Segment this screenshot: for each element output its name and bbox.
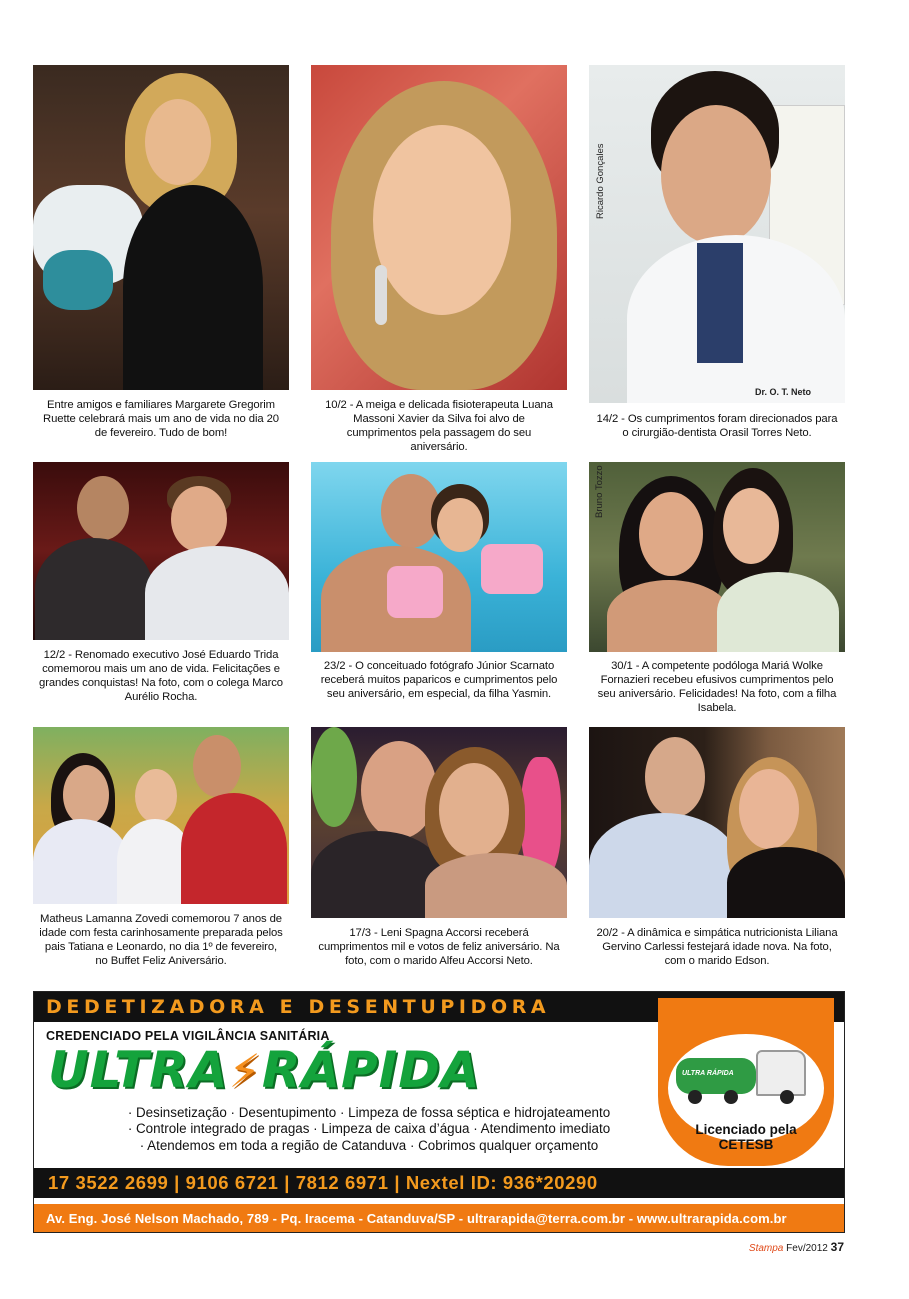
ad-headline: DEDETIZADORA E DESENTUPIDORA — [46, 996, 551, 1018]
ad-address: Av. Eng. José Nelson Machado, 789 - Pq. Iracema - Catanduva/SP - ultrarapida@terra.com.br - www.ultrarapida.com.br — [34, 1204, 845, 1233]
floatie-left — [387, 566, 443, 618]
ad-accreditation: CREDENCIADO PELA VIGILÂNCIA SANITÁRIA — [46, 1029, 330, 1043]
photo-caption: 12/2 - Renomado executivo José Eduardo Trida comemorou mais um ano de vida. Felicitações e grandes conquistas! Na foto, com o colega Marco Aurélio Rocha. — [39, 649, 283, 703]
photo-caption: 30/1 - A competente podóloga Mariá Wolke Fornazieri recebeu efusivos cumprimentos pelo seu aniversário. Felicidades! Na foto, com a filha Isabela. — [597, 660, 837, 714]
badge-line2: CETESB — [718, 1137, 774, 1152]
issue-date: Fev/2012 — [786, 1243, 828, 1254]
truck-cab — [756, 1050, 806, 1096]
brand-right: RÁPIDA — [261, 1041, 481, 1099]
page-folio — [749, 1240, 844, 1254]
photo-card — [311, 462, 567, 701]
photo-caption: 20/2 - A dinâmica e simpática nutricionista Liliana Gervino Carlessi festejará idade nova. Na foto, com o marido Edson. — [596, 927, 838, 967]
magazine-name: Stampa — [748, 1243, 784, 1254]
badge-line1: Licenciado pela — [695, 1122, 797, 1137]
photo-matheus — [33, 727, 289, 904]
badge-text — [658, 1122, 834, 1152]
service-line: · Desinsetização · Desentupimento · Limpeza de fossa séptica e hidrojateamento — [127, 1105, 611, 1120]
photo-luana — [311, 65, 567, 390]
ad-services — [64, 1105, 674, 1154]
photo-card — [33, 727, 289, 968]
photo-card — [311, 727, 567, 968]
truck-tank — [676, 1058, 756, 1094]
photo-orasil — [589, 65, 845, 403]
photo-caption: 14/2 - Os cumprimentos foram direcionados para o cirurgião-dentista Orasil Torres Neto. — [596, 413, 838, 439]
photo-caption: Matheus Lamanna Zovedi comemorou 7 anos de idade com festa carinhosamente preparada pelos pais Tatiana e Leonardo, no dia 1º de fevereiro, no Buffet Feliz Aniversário. — [39, 913, 283, 967]
cetesb-badge — [658, 998, 834, 1166]
photo-card — [33, 65, 289, 440]
photo-leni — [311, 727, 567, 918]
photo-card — [311, 65, 567, 454]
photo-margarete — [33, 65, 289, 390]
photo-credit: Ricardo Gonçales — [595, 143, 606, 219]
photo-card — [589, 727, 845, 968]
truck-label: ULTRA RÁPIDA — [682, 1070, 734, 1077]
earring — [375, 265, 387, 325]
photo-card — [589, 65, 845, 440]
brand-left: ULTRA — [48, 1041, 229, 1099]
wheel-icon — [780, 1090, 794, 1104]
photo-credit: Bruno Tozzo — [594, 465, 605, 518]
lightning-bolt-icon: ⚡ — [228, 1044, 262, 1098]
floatie-right — [481, 544, 543, 594]
photo-maria — [589, 462, 845, 652]
wheel-icon — [724, 1090, 738, 1104]
balloons — [311, 727, 357, 827]
ultra-rapida-ad — [33, 991, 845, 1233]
shirt — [697, 243, 743, 363]
photo-card — [589, 462, 845, 715]
photo-caption: 17/3 - Leni Spagna Accorsi receberá cumprimentos mil e votos de feliz aniversário. Na foto, com o marido Alfeu Accorsi Neto. — [318, 927, 560, 967]
page-number: 37 — [830, 1240, 844, 1254]
photo-caption: 23/2 - O conceituado fotógrafo Júnior Scarnato receberá muitos paparicos e cumprimentos pelo seu aniversário, em especial, da filha Yasmin. — [320, 660, 558, 700]
photo-card — [33, 462, 289, 704]
service-line: · Controle integrado de pragas · Limpeza de caixa d’água · Atendimento imediato — [127, 1121, 611, 1137]
ad-phones: 17 3522 2699 | 9106 6721 | 7812 6971 | Nextel ID: 936*20290 — [34, 1168, 845, 1198]
photo-liliana — [589, 727, 845, 918]
wheel-icon — [688, 1090, 702, 1104]
brand-logo — [48, 1042, 638, 1098]
service-line: · Atendemos em toda a região de Catanduva · Cobrimos qualquer orçamento — [139, 1137, 599, 1153]
coat-label: Dr. O. T. Neto — [755, 387, 812, 397]
photo-caption: Entre amigos e familiares Margarete Gregorim Ruette celebrará mais um ano de vida no dia 20 de fevereiro. Tudo de bom! — [43, 399, 279, 439]
photo-junior — [311, 462, 567, 652]
photo-caption: 10/2 - A meiga e delicada fisioterapeuta Luana Massoni Xavier da Silva foi alvo de cumprimentos pela passagem do seu aniversário. — [325, 399, 553, 453]
photo-jose-eduardo — [33, 462, 289, 640]
